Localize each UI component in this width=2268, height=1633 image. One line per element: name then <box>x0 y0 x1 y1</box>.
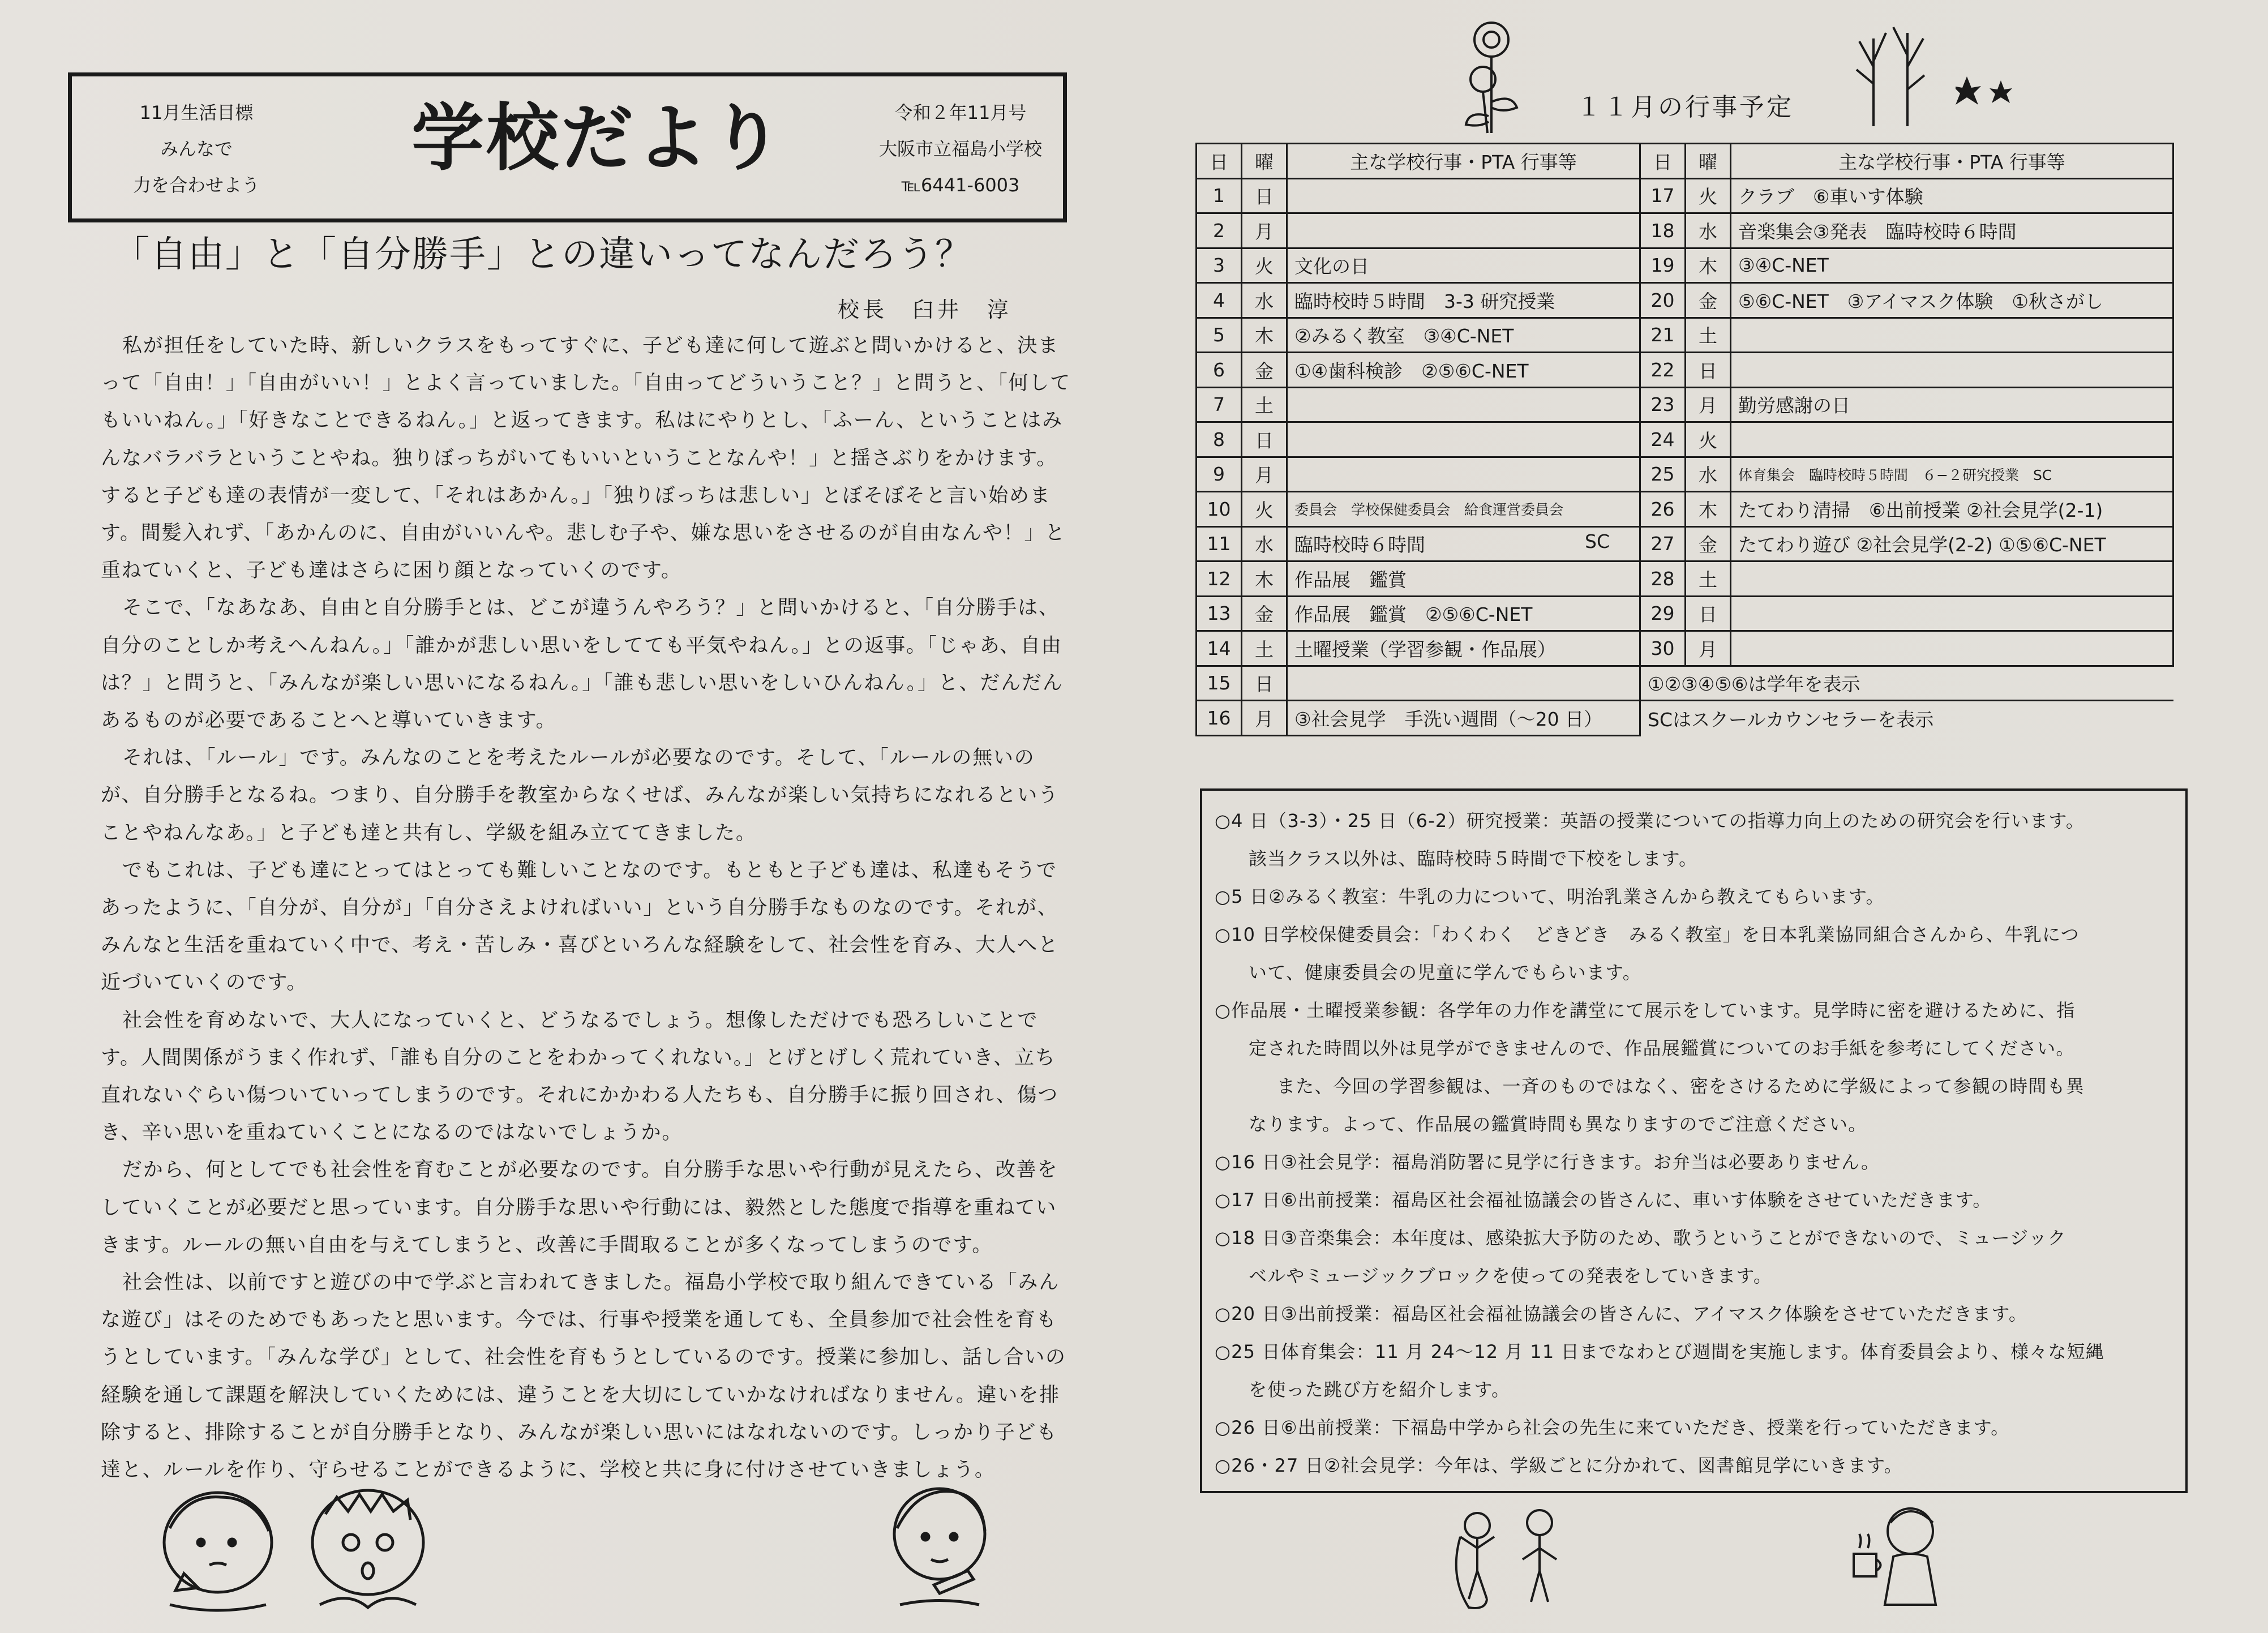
autumn-leaves-illustration <box>1956 74 2018 113</box>
event-cell: 体育集会 臨時校時５時間 ６−２研究授業 SC <box>1731 457 2173 492</box>
weekday-cell: 木 <box>1686 248 1731 283</box>
day-cell: 10 <box>1197 492 1242 527</box>
schedule-row <box>1197 318 2173 353</box>
event-cell <box>1287 422 1640 457</box>
weekday-cell: 月 <box>1686 387 1731 422</box>
children-jumping-rope-illustration <box>1446 1503 1576 1610</box>
paragraph: でもこれは、子ども達にとってはとっても難しいことなのです。もともと子ども達は、私達もそうであったように、「自分が、自分が」「自分さえよければいい」という自分勝手なものなのです。それが、みんなと生活を重ねていく中で、考え・苦しみ・喜びといろんな経験をして、社会性を育み、大人へと近づいていくのです。 <box>101 859 1059 995</box>
note-line: ○5 日②みるく教室：牛乳の力について、明治乳業さんから教えてもらいます。 <box>1215 886 1885 907</box>
note-line: ○4 日（3-3）・25 日（6-2）研究授業：英語の授業についての指導力向上のための研究会を行います。 <box>1215 810 2085 831</box>
event-cell <box>1287 526 1640 562</box>
day-cell: 24 <box>1640 422 1686 457</box>
weekday-cell: 金 <box>1242 353 1287 388</box>
chrysanthemum-illustration <box>1449 17 1534 136</box>
schedule-row <box>1197 387 2173 422</box>
day-cell: 15 <box>1197 666 1242 701</box>
weekday-cell: 火 <box>1686 178 1731 213</box>
weekday-cell: 日 <box>1242 178 1287 213</box>
day-cell: 21 <box>1640 318 1686 353</box>
event-cell: 作品展 鑑賞 ②⑤⑥C-NET <box>1287 596 1640 631</box>
day-cell: 27 <box>1640 526 1686 562</box>
day-cell: 14 <box>1197 631 1242 666</box>
events-header: 主な学校行事・PTA 行事等 <box>1731 144 2173 179</box>
weekday-cell: 金 <box>1242 596 1287 631</box>
article-headline: 「自由」と「自分勝手」との違いってなんだろう？ <box>113 234 972 276</box>
weekday-cell: 土 <box>1242 387 1287 422</box>
note-line: いて、健康委員会の児童に学んでもらいます。 <box>1249 962 1642 983</box>
paragraph: それは、「ルール」です。みんなのことを考えたルールが必要なのです。そして、「ルールの無いのが、自分勝手となるね。つまり、自分勝手を教室からなくせば、みんなが楽しい気持ちになれるということやねんなあ。」と子ども達と共有し、学級を組み立ててきました。 <box>101 747 1059 845</box>
note-line: ○10 日学校保健委員会：「わくわく どきどき みるく教室」を日本乳業協同組合さんから、牛乳につ <box>1215 924 2080 945</box>
day-cell: 6 <box>1197 353 1242 388</box>
child-worried-illustration <box>303 1480 433 1616</box>
day-cell: 11 <box>1197 526 1242 562</box>
weekday-cell: 水 <box>1686 457 1731 492</box>
schedule-title: １１月の行事予定 <box>1576 93 1794 122</box>
event-cell <box>1287 457 1640 492</box>
event-notes <box>1200 788 2188 1493</box>
day-header: 日 <box>1197 144 1242 179</box>
counselor-mark: SC <box>1585 530 1610 553</box>
article-body <box>101 327 1074 1489</box>
day-cell: 26 <box>1640 492 1686 527</box>
weekday-cell: 木 <box>1686 492 1731 527</box>
schedule-row <box>1197 562 2173 597</box>
day-cell: 4 <box>1197 283 1242 318</box>
event-cell <box>1287 387 1640 422</box>
weekday-cell: 月 <box>1686 631 1731 666</box>
schedule-row <box>1197 422 2173 457</box>
schedule-row <box>1197 353 2173 388</box>
weekday-header: 曜 <box>1686 144 1731 179</box>
day-header: 日 <box>1640 144 1686 179</box>
weekday-cell: 火 <box>1242 248 1287 283</box>
day-cell: 13 <box>1197 596 1242 631</box>
note-line: また、今回の学習参観は、一斉のものではなく、密をさけるために学級によって参観の時間も異 <box>1277 1075 2085 1097</box>
schedule-row <box>1197 596 2173 631</box>
day-cell: 1 <box>1197 178 1242 213</box>
day-cell: 23 <box>1640 387 1686 422</box>
event-cell <box>1731 596 2173 631</box>
weekday-cell: 木 <box>1242 318 1287 353</box>
note-line: なります。よって、作品展の鑑賞時間も異なりますのでご注意ください。 <box>1249 1113 1867 1135</box>
weekday-cell: 水 <box>1686 213 1731 248</box>
newsletter-title: 学校だより <box>411 96 786 181</box>
day-cell: 2 <box>1197 213 1242 248</box>
weekday-header: 曜 <box>1242 144 1287 179</box>
weekday-cell: 土 <box>1686 562 1731 597</box>
event-cell: たてわり遊び ②社会見学(2-2) ①⑤⑥C-NET <box>1731 526 2173 562</box>
masthead <box>68 72 1067 222</box>
event-cell: 勤労感謝の日 <box>1731 387 2173 422</box>
event-cell <box>1287 178 1640 213</box>
events-header: 主な学校行事・PTA 行事等 <box>1287 144 1640 179</box>
weekday-cell: 日 <box>1686 353 1731 388</box>
schedule-row <box>1197 213 2173 248</box>
weekday-cell: 日 <box>1242 422 1287 457</box>
event-cell: 委員会 学校保健委員会 給食運営委員会 <box>1287 492 1640 527</box>
issue-info: 令和２年11月号 大阪市立福島小学校 ℡6441-6003 <box>878 102 1042 196</box>
schedule-table <box>1195 143 2174 736</box>
event-cell: 文化の日 <box>1287 248 1640 283</box>
note-line: ○25 日体育集会：11 月 24～12 月 11 日までなわとび週間を実施します。体育委員会より、様々な短縄 <box>1215 1341 2104 1362</box>
day-cell: 28 <box>1640 562 1686 597</box>
note-line: ○20 日③出前授業：福島区社会福祉協議会の皆さんに、アイマスク体験をさせていただきます。 <box>1215 1303 2028 1325</box>
weekday-cell: 日 <box>1686 596 1731 631</box>
bare-trees-illustration <box>1851 16 1930 129</box>
note-line: ○26 日⑥出前授業：下福島中学から社会の先生に来ていただき、授業を行っていただきます。 <box>1215 1417 2010 1438</box>
child-thinking-illustration <box>153 1483 283 1613</box>
day-cell: 29 <box>1640 596 1686 631</box>
schedule-row <box>1197 492 2173 527</box>
day-cell: 9 <box>1197 457 1242 492</box>
schedule-row <box>1197 178 2173 213</box>
child-writing-illustration <box>883 1480 996 1610</box>
article-byline: 校長 臼井 淳 <box>838 297 1013 322</box>
note-line: ○17 日⑥出前授業：福島区社会福祉協議会の皆さんに、車いす体験をさせていただきます。 <box>1215 1189 1992 1211</box>
event-cell: ③社会見学 手洗い週間（～20 日） <box>1287 701 1640 736</box>
weekday-cell: 金 <box>1686 283 1731 318</box>
event-cell: 作品展 鑑賞 <box>1287 562 1640 597</box>
event-cell <box>1731 353 2173 388</box>
schedule-row <box>1197 701 2173 736</box>
day-cell: 17 <box>1640 178 1686 213</box>
event-cell <box>1287 213 1640 248</box>
weekday-cell: 金 <box>1686 526 1731 562</box>
event-cell: 土曜授業（学習参観・作品展） <box>1287 631 1640 666</box>
event-cell: クラブ ⑥車いす体験 <box>1731 178 2173 213</box>
day-cell: 19 <box>1640 248 1686 283</box>
child-with-cup-illustration <box>1837 1500 1950 1608</box>
day-cell: 18 <box>1640 213 1686 248</box>
note-line: を使った跳び方を紹介します。 <box>1249 1379 1511 1400</box>
note-line: ベルやミュージックブロックを使っての発表をしていきます。 <box>1249 1265 1773 1287</box>
event-cell: ③④C-NET <box>1731 248 2173 283</box>
day-cell: 7 <box>1197 387 1242 422</box>
event-cell: ②みるく教室 ③④C-NET <box>1287 318 1640 353</box>
paragraph: だから、何としてでも社会性を育むことが必要なのです。自分勝手な思いや行動が見えたら、改善をしていくことが必要だと思っています。自分勝手な思いや行動には、毅然とした態度で指導を重ねていきます。ルールの無い自由を与えてしまうと、改善に手間取ることが多くなってしまうのです。 <box>101 1159 1058 1257</box>
day-cell: 8 <box>1197 422 1242 457</box>
legend-cell: ①②③④⑤⑥は学年を表示 <box>1640 666 2173 701</box>
paragraph: 私が担任をしていた時、新しいクラスをもってすぐに、子ども達に何して遊ぶと問いかけると、決まって「自由！」「自由がいい！」とよく言っていました。「自由ってどういうこと？」と問うと、「何してもいいねん。」「好きなことできるねん。」と返ってきます。私はにやりとし、「ふーん、ということはみんなバラバラということやね。独りぼっちがいてもいいということなんや！」と揺さぶりをかけます。すると子ども達の表情が一変して、「それはあかん。」「独りぼっちは悲しい」とぼそぼそと言い始めます。間髪入れず、「あかんのに、自由がいいんや。悲しむ子や、嫌な思いをさせるのが自由なんや！」と重ねていくと、子ども達はさらに困り顔となっていくのです。 <box>101 335 1071 582</box>
event-cell <box>1731 562 2173 597</box>
day-cell: 16 <box>1197 701 1242 736</box>
weekday-cell: 月 <box>1242 701 1287 736</box>
weekday-cell: 日 <box>1242 666 1287 701</box>
paragraph: 社会性を育めないで、大人になっていくと、どうなるでしょう。想像しただけでも恐ろしいことです。人間関係がうまく作れず、「誰も自分のことをわかってくれない。」とげとげしく荒れていき、立ち直れないぐらい傷ついていってしまうのです。それにかかわる人たちも、自分勝手に振り回され、傷つき、辛い思いを重ねていくことになるのではないでしょうか。 <box>101 1009 1059 1145</box>
note-line: ○18 日③音楽集会：本年度は、感染拡大予防のため、歌うということができないので、ミュージック <box>1215 1227 2067 1249</box>
schedule-row <box>1197 666 2173 701</box>
legend-cell: SCはスクールカウンセラーを表示 <box>1640 701 2173 736</box>
weekday-cell: 火 <box>1242 492 1287 527</box>
event-cell <box>1731 422 2173 457</box>
event-cell: ⑤⑥C-NET ③アイマスク体験 ①秋さがし <box>1731 283 2173 318</box>
schedule-row <box>1197 283 2173 318</box>
weekday-cell: 水 <box>1242 283 1287 318</box>
day-cell: 12 <box>1197 562 1242 597</box>
note-line: 該当クラス以外は、臨時校時５時間で下校をします。 <box>1249 848 1698 869</box>
weekday-cell: 月 <box>1242 213 1287 248</box>
event-cell: 臨時校時５時間 3-3 研究授業 <box>1287 283 1640 318</box>
paragraph: そこで、「なあなあ、自由と自分勝手とは、どこが違うんやろう？」と問いかけると、「自分勝手は、自分のことしか考えへんねん。」「誰かが悲しい思いをしてても平気やねん。」との返事。「じゃあ、自由は？」と問うと、「みんなが楽しい思いになるねん。」「誰も悲しい思いをしいひんねん。」と、だんだんあるものが必要であることへと導いていきます。 <box>101 597 1064 732</box>
schedule-row <box>1197 457 2173 492</box>
weekday-cell: 土 <box>1242 631 1287 666</box>
weekday-cell: 土 <box>1686 318 1731 353</box>
schedule-row <box>1197 631 2173 666</box>
day-cell: 5 <box>1197 318 1242 353</box>
note-line: 定された時間以外は見学ができませんので、作品展鑑賞についてのお手紙を参考にしてください。 <box>1249 1038 2075 1059</box>
weekday-cell: 月 <box>1242 457 1287 492</box>
day-cell: 25 <box>1640 457 1686 492</box>
paragraph: 社会性は、以前ですと遊びの中で学ぶと言われてきました。福島小学校で取り組んできている「みんな遊び」はそのためでもあったと思います。今では、行事や授業を通しても、全員参加で社会性を育もうとしています。「みんな学び」として、社会性を育もうとしているのです。授業に参加し、話し合いの経験を通して課題を解決していくためには、違うことを大切にしていかなければなりません。違いを排除すると、排除することが自分勝手となり、みんなが楽しい思いにはなれないのです。しっかり子ども達と、ルールを作り、守らせることができるように、学校と共に身に付けさせていきましょう。 <box>101 1271 1066 1482</box>
note-line: ○16 日③社会見学：福島消防署に見学に行きます。お弁当は必要ありません。 <box>1215 1151 1880 1173</box>
day-cell: 3 <box>1197 248 1242 283</box>
event-cell <box>1731 318 2173 353</box>
weekday-cell: 火 <box>1686 422 1731 457</box>
day-cell: 20 <box>1640 283 1686 318</box>
event-cell: たてわり清掃 ⑥出前授業 ②社会見学(2-1) <box>1731 492 2173 527</box>
schedule-row <box>1197 248 2173 283</box>
event-cell <box>1287 666 1640 701</box>
weekday-cell: 水 <box>1242 526 1287 562</box>
schedule-header-row <box>1197 144 2173 179</box>
event-cell <box>1731 631 2173 666</box>
schedule-row <box>1197 526 2173 562</box>
weekday-cell: 木 <box>1242 562 1287 597</box>
day-cell: 22 <box>1640 353 1686 388</box>
event-text: 臨時校時６時間 <box>1294 534 1425 556</box>
event-cell: ①④歯科検診 ②⑤⑥C-NET <box>1287 353 1640 388</box>
event-cell: 音楽集会③発表 臨時校時６時間 <box>1731 213 2173 248</box>
note-line: ○作品展・土曜授業参観：各学年の力作を講堂にて展示をしています。見学時に密を避けるために、指 <box>1215 1000 2076 1021</box>
monthly-goal: 11月生活目標 みんなで 力を合わせよう <box>132 102 260 196</box>
note-line: ○26・27 日②社会見学：今年は、学級ごとに分かれて、図書館見学にいきます。 <box>1215 1455 1903 1476</box>
day-cell: 30 <box>1640 631 1686 666</box>
